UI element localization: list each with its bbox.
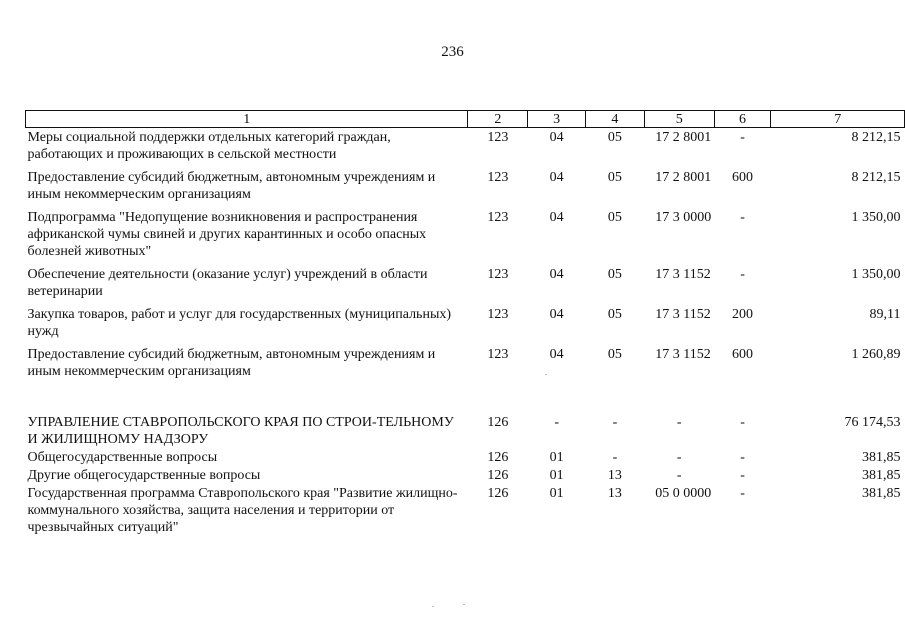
table-row — [26, 448, 905, 466]
row-col-4: 05 — [607, 347, 622, 362]
row-col-5: - — [676, 450, 682, 465]
row-name: Обеспечение деятельности (оказание услуг) учреждений в области ветеринарии — [27, 267, 428, 299]
row-col-3: 04 — [549, 267, 564, 282]
row-col-6: 600 — [732, 170, 754, 185]
row-col-3: 01 — [549, 486, 564, 501]
row-name: Закупка товаров, работ и услуг для государственных (муниципальных) нужд — [27, 307, 452, 339]
row-col-5: 17 2 8001 — [655, 130, 712, 145]
row-col-7: 8 212,15 — [851, 130, 901, 145]
row-col-7: 381,85 — [862, 486, 901, 501]
table-row — [26, 300, 905, 340]
row-col-7: 381,85 — [862, 450, 901, 465]
row-col-4: 13 — [607, 468, 622, 483]
row-col-2: 123 — [487, 130, 509, 145]
row-col-5: - — [676, 415, 682, 430]
row-col-6: - — [740, 415, 745, 430]
budget-table — [25, 110, 905, 536]
row-col-7: 1 350,00 — [851, 267, 901, 282]
row-col-6: - — [740, 468, 745, 483]
row-name: Другие общегосударственные вопросы — [27, 468, 261, 483]
row-col-6: - — [740, 486, 745, 501]
table-row — [26, 203, 905, 260]
scan-dust — [545, 374, 547, 375]
table-row — [26, 260, 905, 300]
row-col-4: 05 — [607, 307, 622, 322]
row-col-3: 01 — [549, 450, 564, 465]
header-col-4: 4 — [586, 111, 645, 128]
header-col-1: 1 — [26, 111, 468, 128]
row-col-2: 123 — [487, 170, 509, 185]
row-name: Подпрограмма "Недопущение возникновения и распространения африканской чумы свиней и других карантинных и особо опасных болезней животных" — [27, 210, 427, 259]
row-col-2: 123 — [487, 347, 509, 362]
row-col-5: - — [676, 468, 682, 483]
row-col-4: 05 — [607, 170, 622, 185]
row-col-6: 200 — [732, 307, 754, 322]
row-col-2: 126 — [487, 450, 509, 465]
header-col-6: 6 — [714, 111, 771, 128]
row-col-5: 17 3 0000 — [655, 210, 712, 225]
row-col-7: 76 174,53 — [844, 415, 901, 430]
header-col-3: 3 — [528, 111, 586, 128]
row-col-7: 1 350,00 — [851, 210, 901, 225]
row-col-5: 17 3 1152 — [655, 307, 711, 322]
row-name: Меры социальной поддержки отдельных категорий граждан, работающих и проживающих в сельской местности — [27, 130, 391, 162]
row-name: Государственная программа Ставропольского края "Развитие жилищно-коммунального хозяйства, защита населения и территории от чрезвычайных ситуаций" — [27, 486, 458, 535]
row-col-4: 13 — [607, 486, 622, 501]
row-col-3: 01 — [549, 468, 564, 483]
row-col-3: 04 — [549, 170, 564, 185]
row-col-2: 126 — [487, 486, 509, 501]
row-col-7: 8 212,15 — [851, 170, 901, 185]
table-row — [26, 340, 905, 380]
header-col-5: 5 — [644, 111, 714, 128]
header-col-7: 7 — [771, 111, 905, 128]
row-name: Предоставление субсидий бюджетным, автономным учреждениям и иным некоммерческим организациям — [27, 347, 436, 379]
row-col-3: 04 — [549, 307, 564, 322]
row-col-2: 126 — [487, 415, 509, 430]
row-name: Общегосударственные вопросы — [27, 450, 218, 465]
table-row — [26, 466, 905, 484]
row-col-6: - — [740, 210, 745, 225]
row-col-7: 381,85 — [862, 468, 901, 483]
row-col-2: 123 — [487, 210, 509, 225]
row-col-3: 04 — [549, 130, 564, 145]
row-name: УПРАВЛЕНИЕ СТАВРОПОЛЬСКОГО КРАЯ ПО СТРОИ-ТЕЛЬНОМУ И ЖИЛИЩНОМУ НАДЗОРУ — [27, 415, 454, 447]
row-col-4: - — [612, 450, 618, 465]
row-col-4: - — [612, 415, 618, 430]
table-row — [26, 484, 905, 536]
row-col-6: - — [740, 450, 745, 465]
row-col-7: 89,11 — [869, 307, 901, 322]
row-col-2: 126 — [487, 468, 509, 483]
row-col-3: 04 — [549, 210, 564, 225]
row-col-2: 123 — [487, 307, 509, 322]
row-col-3: 04 — [549, 347, 564, 362]
row-col-6: - — [740, 267, 745, 282]
row-col-6: - — [740, 130, 745, 145]
table-row — [26, 163, 905, 203]
page-number: 236 — [441, 44, 464, 60]
header-col-2: 2 — [468, 111, 528, 128]
row-name: Предоставление субсидий бюджетным, автономным учреждениям и иным некоммерческим организациям — [27, 170, 436, 202]
row-col-5: 05 0 0000 — [655, 486, 712, 501]
row-col-4: 05 — [607, 210, 622, 225]
row-col-2: 123 — [487, 267, 509, 282]
row-col-5: 17 3 1152 — [655, 267, 711, 282]
row-col-5: 17 3 1152 — [655, 347, 711, 362]
row-col-5: 17 2 8001 — [655, 170, 712, 185]
row-col-4: 05 — [607, 267, 622, 282]
table-row — [26, 408, 905, 448]
header-row — [26, 111, 905, 128]
row-col-6: 600 — [732, 347, 754, 362]
table-row — [26, 128, 905, 164]
row-col-7: 1 260,89 — [851, 347, 901, 362]
spacer-row — [26, 380, 905, 408]
scan-dust — [463, 604, 465, 605]
row-col-4: 05 — [607, 130, 622, 145]
scan-dust — [432, 606, 434, 607]
row-col-3: - — [554, 415, 559, 430]
